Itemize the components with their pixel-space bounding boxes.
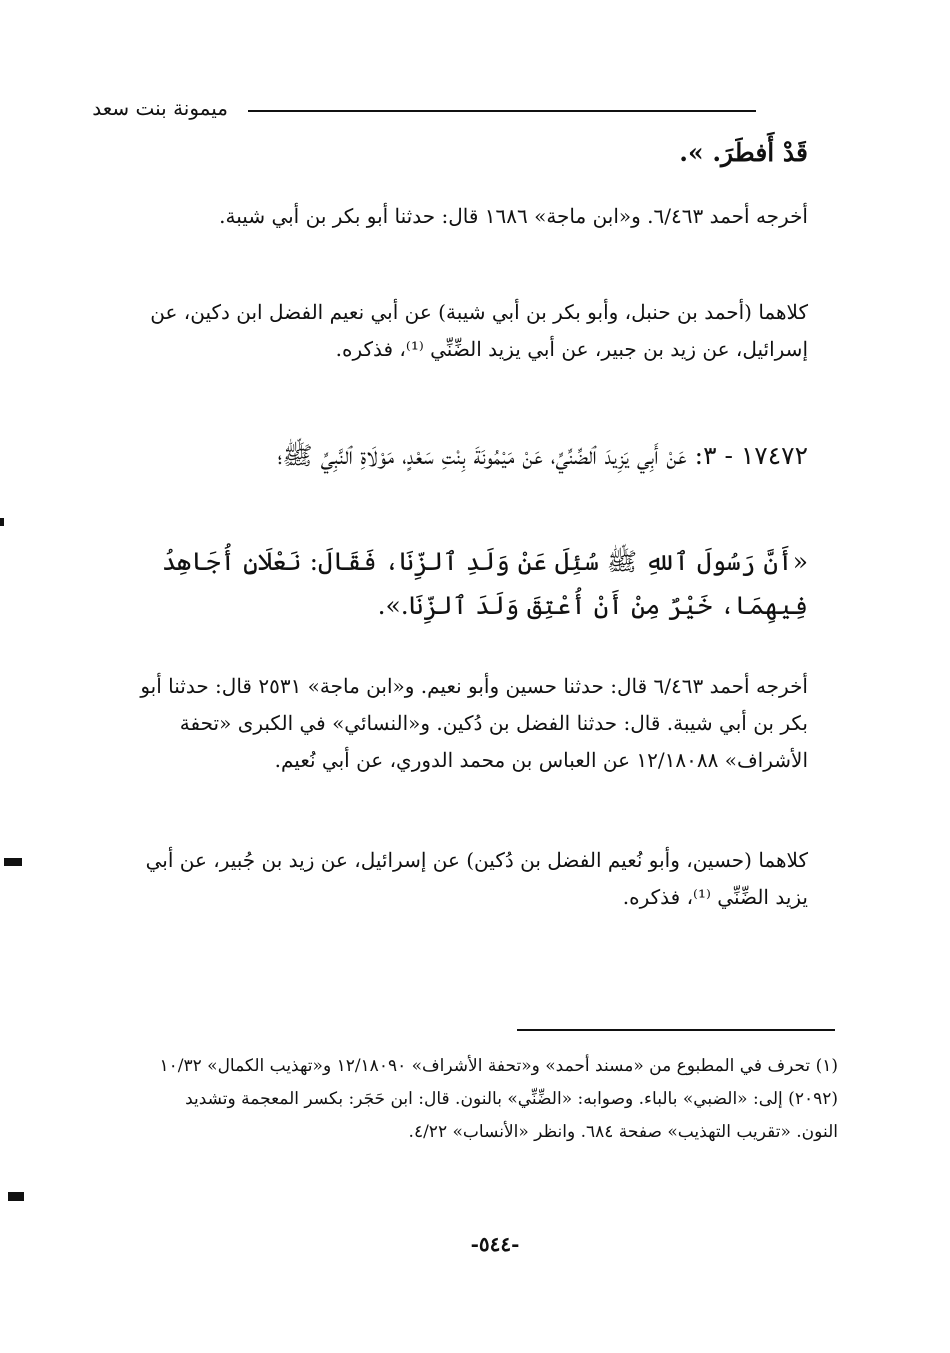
footnote-rule: [517, 1029, 835, 1031]
footnote-number: (١): [815, 1056, 838, 1076]
running-header-title: ميمونة بنت سعد: [92, 96, 228, 120]
hadith-heading: ١٧٤٧٢ - ٣: عَنْ أَبِي يَزِيدَ ٱلضِّنِّيِّ، عَنْ مَيْمُونَةَ بِنْتِ سَعْدٍ، مَوْلَاةِ ٱلنَّبِيِّ ﷺ؛: [277, 441, 808, 470]
hadith-continuation: قَدْ أَفطَرَ. ».: [679, 138, 808, 167]
takhrij-paragraph-3: أخرجه أحمد ٦/٤٦٣ قال: حدثنا حسين وأبو نعيم. و«ابن ماجة» ٢٥٣١ قال: حدثنا أبو بكر بن أبي شيبة. قال: حدثنا الفضل بن دُكين. و«النسائي» في الكبرى «تحفة الأشراف» ١٢/١٨٠٨٨ عن العباس بن محمد الدوري، عن أبي نُعيم.: [140, 674, 808, 772]
footnote: [150, 1050, 838, 1149]
header-rule: [248, 110, 756, 112]
scan-edge-mark: [8, 1192, 24, 1201]
takhrij-paragraph-1: أخرجه أحمد ٦/٤٦٣. و«ابن ماجة» ١٦٨٦ قال: حدثنا أبو بكر بن أبي شيبة.: [219, 204, 808, 228]
scan-edge-mark: [0, 518, 4, 526]
hadith-text: «أَنَّ رَسُولَ ٱللهِ ﷺ سُئِلَ عَنْ وَلَدِ ٱلزِّنَا، فَقَالَ: نَعْلَانِ أُجَاهِدُ فِيهِمَا، خَيْرٌ مِنْ أَنْ أُعْتِقَ وَلَدَ ٱلزِّنَا.».: [161, 547, 808, 620]
footnote-text: تحرف في المطبوع من «مسند أحمد» و«تحفة الأشراف» ١٢/١٨٠٩٠ و«تهذيب الكمال» ١٠/٣٢ (٢٠٩٢) إلى: «الضبي» بالباء. وصوابه: «الضِّنِّي» بالنون. قال: ابن حَجَر: بكسر المعجمة وتشديد النون. «تقريب التهذيب» صفحة ٦٨٤. وانظر «الأنساب» ٤/٢٢.: [159, 1056, 838, 1142]
page-number: -٥٤٤-: [470, 1232, 520, 1256]
takhrij-paragraph-4: كلاهما (حسين، وأبو نُعيم الفضل بن دُكين) عن إسرائيل، عن زيد بن جُبير، عن أبي يزيد الضِّنِّي ⁽¹⁾، فذكره.: [145, 848, 808, 909]
scan-edge-mark: [4, 858, 22, 866]
takhrij-paragraph-2: كلاهما (أحمد بن حنبل، وأبو بكر بن أبي شيبة) عن أبي نعيم الفضل ابن دكين، عن إسرائيل، عن زيد بن جبير، عن أبي يزيد الضِّنِّي ⁽¹⁾، فذكره.: [150, 300, 808, 361]
